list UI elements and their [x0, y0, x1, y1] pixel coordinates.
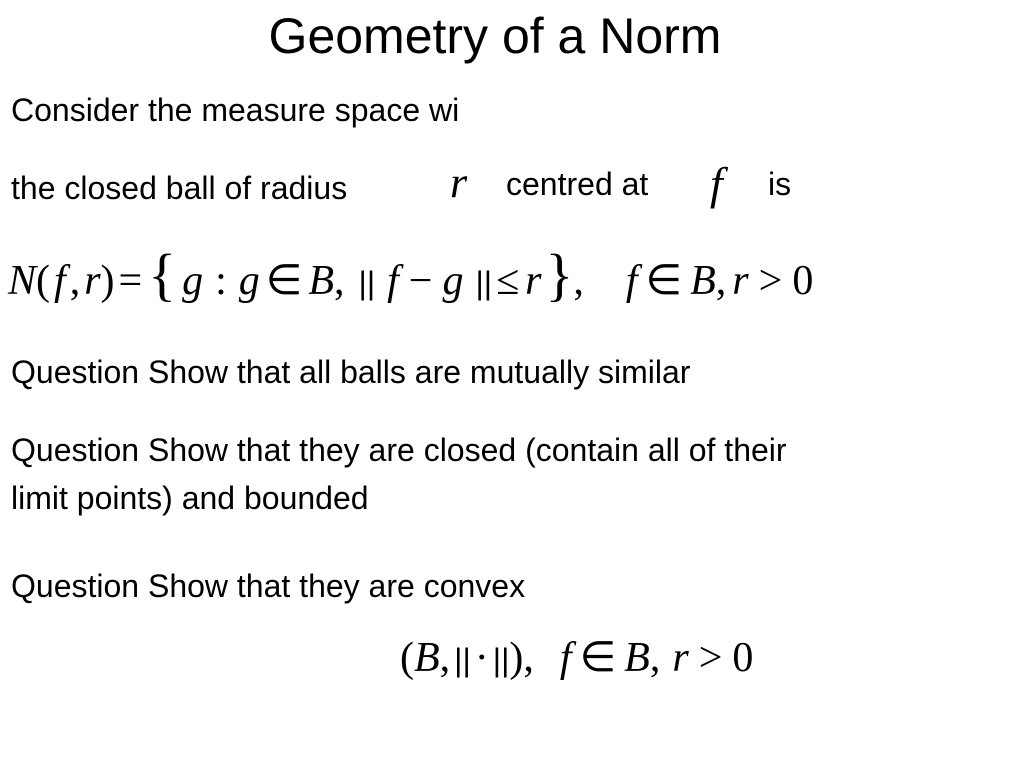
formula-g: g — [182, 258, 204, 304]
question-similar: Question Show that all balls are mutually similar — [11, 354, 691, 390]
formula-f: f — [387, 258, 399, 304]
formula-dot: · — [474, 635, 489, 681]
ball-description-middle: centred at — [506, 166, 649, 202]
formula-B: B — [624, 635, 650, 681]
ball-definition-formula — [8, 242, 813, 316]
formula-norm-open: || — [358, 265, 376, 301]
formula-g: g — [238, 258, 260, 304]
formula-minus: − — [408, 258, 433, 304]
formula-norm-close: || — [492, 642, 510, 678]
formula-greater-than: > — [758, 258, 783, 304]
question-closed-line2: limit points) and bounded — [11, 480, 369, 516]
formula-lparen: ( — [400, 635, 414, 681]
formula-comma: , — [573, 258, 584, 304]
formula-lbrace: { — [148, 242, 177, 307]
formula-norm-open: || — [454, 642, 471, 678]
centre-symbol: f — [710, 158, 723, 209]
formula-lparen: ( — [36, 258, 51, 304]
formula-comma: , — [334, 258, 345, 304]
formula-norm-close: || — [475, 265, 493, 301]
formula-equals: = — [118, 258, 143, 304]
formula-comma: , — [715, 258, 727, 304]
formula-f: f — [54, 258, 66, 304]
formula-comma: , — [69, 258, 81, 304]
formula-greater-than: > — [698, 635, 723, 681]
ball-description-before: the closed ball of radius — [11, 170, 348, 206]
formula-zero: 0 — [732, 635, 754, 681]
radius-symbol: r — [450, 158, 468, 207]
formula-r: r — [672, 635, 689, 681]
normed-space-formula — [400, 628, 753, 690]
formula-B: B — [308, 258, 334, 304]
formula-g: g — [442, 258, 464, 304]
formula-B: B — [690, 258, 716, 304]
formula-leq: ≤ — [496, 258, 520, 304]
formula-r: r — [525, 258, 542, 304]
formula-r: r — [732, 258, 749, 304]
formula-rparen: ) — [509, 635, 524, 681]
formula-rparen: ) — [100, 258, 115, 304]
formula-colon: : — [215, 258, 227, 304]
formula-comma: , — [523, 635, 534, 681]
formula-f: f — [625, 258, 638, 304]
slide-title: Geometry of a Norm — [268, 8, 722, 64]
formula-zero: 0 — [792, 258, 814, 304]
intro-line: Consider the measure space wi — [11, 92, 460, 128]
formula-element-of: ∈ — [265, 258, 303, 304]
formula-element-of: ∈ — [645, 258, 683, 304]
formula-element-of: ∈ — [579, 635, 617, 681]
ball-description-after: is — [768, 166, 792, 202]
formula-B: B — [414, 635, 440, 681]
formula-f: f — [559, 635, 572, 681]
formula-comma: , — [439, 635, 451, 681]
formula-rbrace: } — [545, 242, 574, 307]
question-convex: Question Show that they are convex — [11, 568, 526, 604]
formula-comma: , — [649, 635, 661, 681]
question-closed-line1: Question Show that they are closed (contain all of their — [11, 432, 787, 468]
formula-r: r — [84, 258, 101, 304]
formula-N: N — [8, 258, 37, 304]
